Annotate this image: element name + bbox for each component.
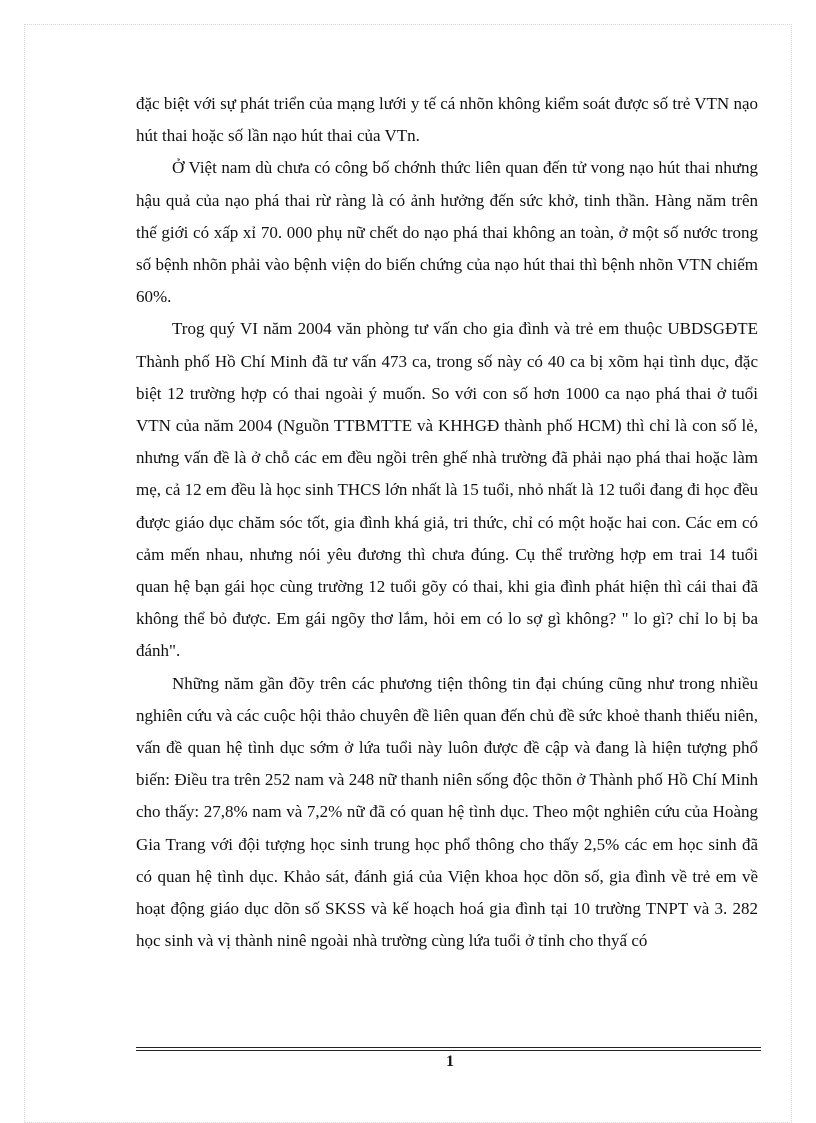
footer-divider bbox=[136, 1047, 761, 1051]
paragraph: Ở Việt nam dù chưa có công bố chớnh thức liên quan đến tử vong nạo hút thai nhưng hậu quả của nạo phá thai rừ ràng là có ảnh hưởng đến sức khở, tinh thần. Hàng năm trên thế giới có xấp xỉ 70. 000 phụ nữ chết do nạo phá thai không an toàn, ở một số nước trong số bệnh nhõn phải vào bệnh viện do biến chứng của nạo hút thai thì bệnh nhõn VTN chiếm 60%. bbox=[136, 158, 758, 307]
paragraph: Những năm gần đõy trên các phương tiện thông tin đại chúng cũng như trong nhiều nghiên cứu và các cuộc hội thảo chuyên đề liên quan đến chủ đề sức khoẻ thanh thiếu niên, vấn đề quan hệ tình dục sớm ở lứa tuổi này luôn được đề cập và đang là hiện tượng phổ biến: Điều tra trên 252 nam và 248 nữ thanh niên sống độc thõn ở Thành phố Hồ Chí Minh cho thấy: 27,8% nam và 7,2% nữ đã có quan hệ tình dục. Theo một nghiên cứu của Hoàng Gia Trang với đội tượng học sinh trung học phổ thông cho thấy 2,5% các em học sinh đã có quan hệ tình dục. Khảo sát, đánh giá của Viện khoa học dõn số, gia đình về trẻ em về hoạt động giáo dục dõn số SKSS và kế hoạch hoá gia đình tại 10 trường TNPT và 3. 282 học sinh và vị thành ninê ngoài nhà trường cùng lứa tuổi ở tỉnh cho thyấ có bbox=[136, 673, 758, 951]
page-number: 1 bbox=[446, 1053, 454, 1070]
paragraph: Trog quý VI năm 2004 văn phòng tư vấn cho gia đình và trẻ em thuộc UBDSGĐTE Thành phố Hồ Chí Minh đã tư vấn 473 ca, trong số này có 40 ca bị xõm hại tình dục, đặc biệt 12 trường hợp có thai ngoài ý muốn. So với con số hơn 1000 ca nạo phá thai ở tuổi VTN của năm 2004 (Nguồn TTBMTTE và KHHGĐ thành phố HCM) thì chỉ là con số lẻ, nhưng vấn đề là ở chỗ các em đều ngồi trên ghế nhà trường đã phải nạo phá thai hoặc làm mẹ, cả 12 em đều là học sinh THCS lớn nhất là 15 tuổi, nhỏ nhất là 12 tuổi đang đi học đều được giáo dục chăm sóc tốt, gia đình khá giả, tri thức, chỉ có một hoặc hai con. Các em có cảm mến nhau, nhưng nói yêu đương thì chưa đúng. Cụ thể trường hợp em trai 14 tuổi quan hệ bạn gái học cùng trường 12 tuổi gõy có thai, khi gia đình phát hiện thì cái thai đã không thể bỏ được. Em gái ngõy thơ lắm, hỏi em có lo sợ gì không? " lo gì? chỉ lo bị ba đánh". bbox=[136, 319, 758, 661]
document-body bbox=[136, 88, 758, 957]
paragraph: đặc biệt với sự phát triển của mạng lưới y tế cá nhõn không kiểm soát được số trẻ VTN nạo hút thai hoặc số lần nạo hút thai của VTn. bbox=[136, 94, 758, 146]
